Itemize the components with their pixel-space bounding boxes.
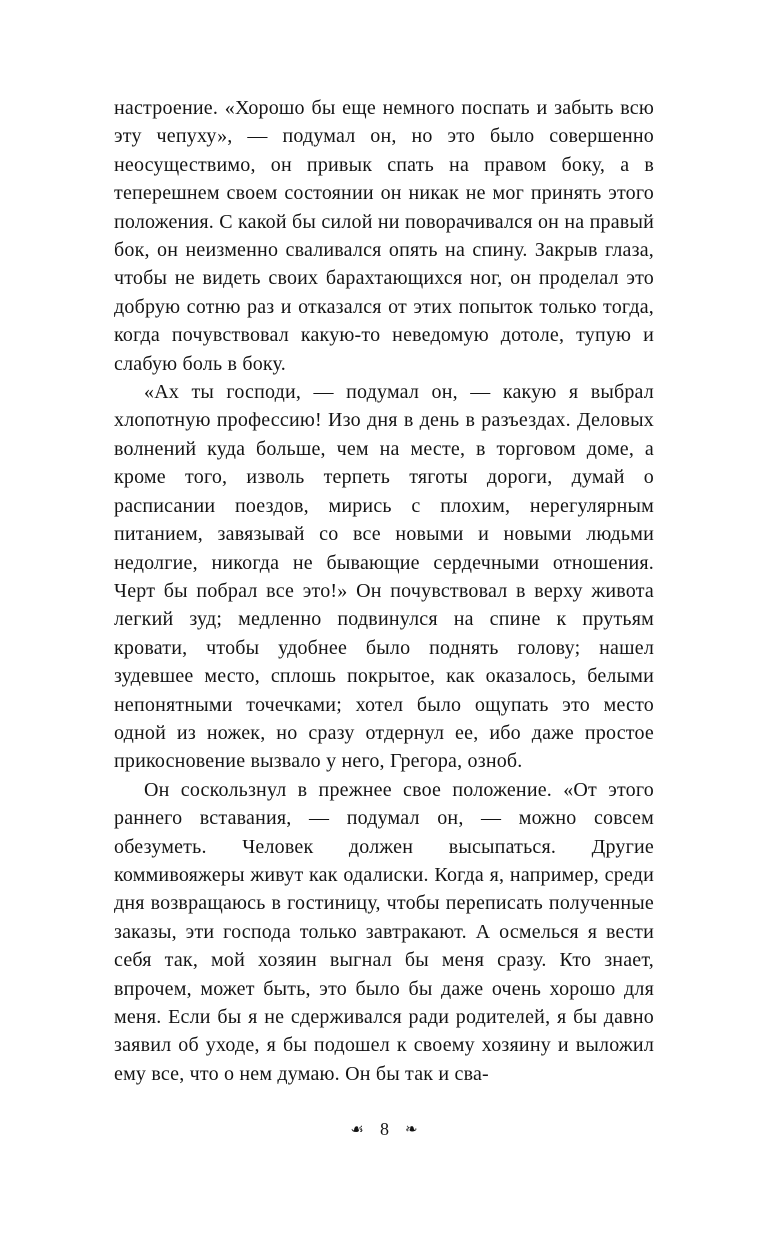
- paragraph: настроение. «Хорошо бы еще немного поспать и забыть всю эту чепуху», — подумал он, но это было совершенно неосуществимо, он привык спать на правом боку, а в теперешнем своем состоянии он никак не мог принять этого положения. С какой бы силой ни поворачивался он на правый бок, он неизменно сваливался опять на спину. Закрыв глаза, чтобы не видеть своих барахтающихся ног, он проделал это добрую сотню раз и отказался от этих попыток только тогда, когда почувствовал какую-то неведомую дотоле, тупую и слабую боль в боку.: [114, 97, 654, 375]
- book-page-text: [114, 94, 654, 1088]
- page-number: 8: [379, 1119, 389, 1139]
- fleuron-left-icon: ☙: [350, 1119, 364, 1138]
- paragraph: Он соскользнул в прежнее свое положение. «От этого раннего вставания, — подумал он, — можно совсем обезуметь. Человек должен высыпаться. Другие коммивояжеры живут как одалиски. Когда я, например, среди дня возвращаюсь в гостиницу, чтобы переписать полученные заказы, эти господа только завтракают. А осмелься я вести себя так, мой хозяин выгнал бы меня сразу. Кто знает, впрочем, может быть, это было бы даже очень хорошо для меня. Если бы я не сдерживался ради родителей, я бы давно заявил об уходе, я бы подошел к своему хозяину и выложил ему все, что о нем думаю. Он бы так и сва-: [114, 778, 654, 1085]
- page-footer: [0, 1120, 768, 1138]
- fleuron-right-icon: ❧: [404, 1119, 418, 1138]
- paragraph: «Ах ты господи, — подумал он, — какую я выбрал хлопотную профессию! Изо дня в день в разъездах. Деловых волнений куда больше, чем на месте, в торговом доме, а кроме того, изволь терпеть тяготы дороги, думай о расписании поездов, мирись с плохим, нерегулярным питанием, завязывай со все новыми и новыми людьми недолгие, никогда не бывающие сердечными отношения. Черт бы побрал все это!» Он почувствовал в верху живота легкий зуд; медленно подвинулся на спине к прутьям кровати, чтобы удобнее было поднять голову; нашел зудевшее место, сплошь покрытое, как оказалось, белыми непонятными точечками; хотел было ощупать это место одной из ножек, но сразу отдернул ее, ибо даже простое прикосновение вызвало у него, Грегора, озноб.: [114, 381, 654, 773]
